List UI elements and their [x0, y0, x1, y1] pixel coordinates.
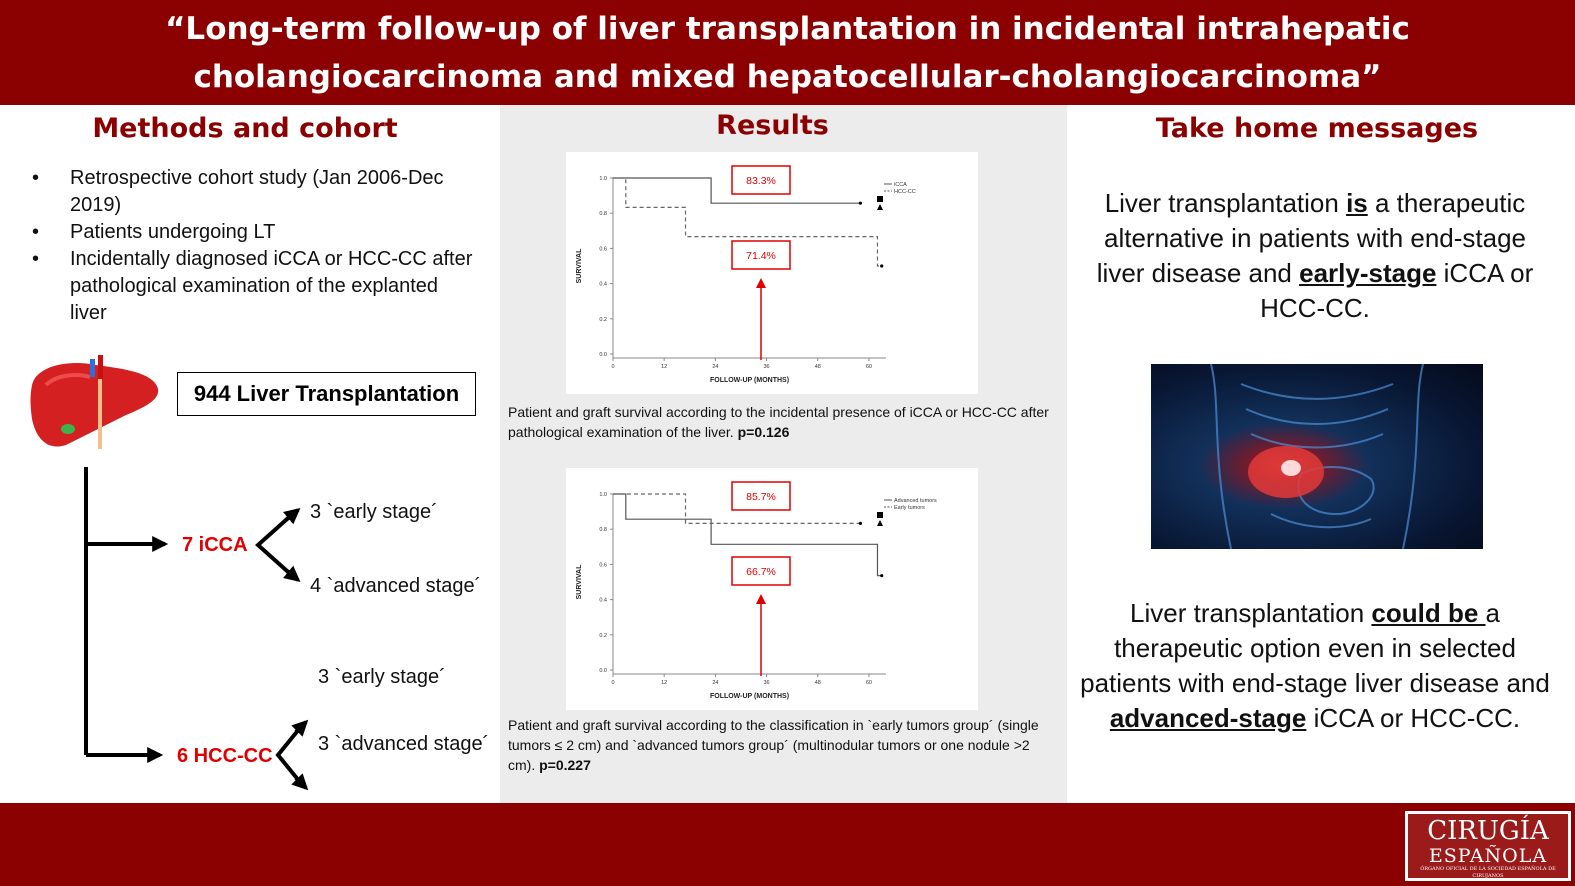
survival-chart-svg	[566, 152, 978, 394]
msg2-emphasis: advanced-stage	[1109, 703, 1307, 733]
p-value-2: p=0.227	[539, 757, 591, 773]
poster-title: “Long-term follow-up of liver transplantation in incidental intrahepatic cholangiocarcinoma and mixed hepatocellular-cholangiocarcinoma”	[165, 10, 1410, 95]
torso-liver-illustration	[1151, 364, 1483, 549]
take-home-message-2	[1080, 596, 1550, 736]
x-tick-label: 0	[611, 364, 615, 370]
journal-logo	[1405, 811, 1571, 881]
legend-entry: HCC-CC	[894, 189, 916, 195]
y-tick-label: 0.6	[599, 246, 607, 253]
icca-label: 7 iCCA	[182, 534, 248, 556]
annotation-label: 66.7%	[746, 566, 776, 578]
list-item: • Incidentally diagnosed iCCA or HCC-CC after pathological examination of the explanted liver	[30, 246, 480, 327]
x-tick-label: 60	[865, 364, 872, 370]
censor-mark	[880, 574, 883, 577]
x-tick-label: 24	[712, 364, 719, 370]
msg2-part: Liver transplantation	[1130, 598, 1372, 628]
lt-count-box: 944 Liver Transplantation	[177, 372, 476, 416]
msg2-emphasis: could be	[1371, 598, 1486, 628]
y-tick-label: 0.0	[599, 668, 607, 674]
msg1-part: a therapeutic alternative in patients with end-stage liver disease and	[1096, 188, 1527, 288]
annotation-label: 83.3%	[746, 175, 776, 187]
end-marker	[877, 204, 883, 210]
hcccc-advanced-label: 3 `advanced stage´	[318, 733, 490, 755]
hcccc-split-arrows	[278, 723, 304, 787]
msg1-part: iCCA or HCC-CC.	[1260, 258, 1534, 323]
x-tick-label: 12	[661, 364, 668, 370]
survival-plot-2	[566, 468, 978, 710]
y-tick-label: 0.8	[599, 211, 607, 218]
p-value-1: p=0.126	[737, 424, 790, 440]
methods-title: Methods and cohort	[92, 113, 398, 144]
end-marker	[877, 196, 883, 202]
x-tick-label: 60	[865, 680, 872, 686]
y-tick-label: 0.6	[599, 562, 607, 569]
msg2-part: a therapeutic option even in selected patients with end-stage liver disease and	[1080, 598, 1550, 698]
x-tick-label: 48	[814, 680, 821, 686]
x-tick-label: 24	[712, 680, 719, 686]
legend-entry: iCCA	[894, 182, 907, 188]
msg1-part: Liver transplantation	[1104, 188, 1347, 218]
liver-icon	[26, 355, 166, 455]
methods-bullet-list	[30, 165, 480, 327]
censor-mark	[859, 522, 862, 525]
survival-plot-1	[566, 152, 978, 394]
x-tick-label: 48	[814, 364, 821, 370]
end-marker	[877, 520, 883, 526]
caption-2	[508, 715, 1060, 775]
y-tick-label: 0.2	[599, 316, 607, 323]
y-tick-label: 0.4	[599, 597, 607, 604]
take-home-title: Take home messages	[1155, 113, 1479, 144]
x-axis-label: FOLLOW-UP (MONTHS)	[709, 693, 790, 700]
legend-entry: Advanced tumors	[894, 498, 937, 504]
y-axis-label: SURVIVAL	[576, 248, 583, 284]
footer-bar	[0, 803, 1575, 886]
x-tick-label: 36	[763, 680, 770, 686]
caption-1	[508, 402, 1060, 442]
logo-line-2: ESPAÑOLA	[1428, 845, 1548, 867]
header-banner	[0, 0, 1575, 105]
annotation-arrowhead	[756, 594, 766, 604]
logo-line-3: ÓRGANO OFICIAL DE LA SOCIEDAD ESPAÑOLA DE CIRUJANOS	[1420, 866, 1556, 879]
legend-entry: Early tumors	[894, 505, 925, 511]
y-axis-label: SURVIVAL	[576, 564, 583, 600]
x-tick-label: 12	[661, 680, 668, 686]
hcccc-label: 6 HCC-CC	[177, 745, 273, 767]
y-tick-label: 0.8	[599, 527, 607, 534]
y-tick-label: 0.2	[599, 632, 607, 639]
list-item: • Patients undergoing LT	[30, 219, 480, 246]
take-home-message-1	[1080, 186, 1550, 326]
x-tick-label: 0	[611, 680, 615, 686]
x-axis-label: FOLLOW-UP (MONTHS)	[709, 377, 790, 384]
results-title: Results	[716, 110, 829, 141]
cohort-flow-diagram	[0, 455, 500, 795]
icca-split-arrows	[258, 511, 296, 579]
y-tick-label: 0.4	[599, 281, 607, 288]
icca-early-label: 3 `early stage´	[310, 501, 438, 523]
list-item: • Retrospective cohort study (Jan 2006-Dec 2019)	[30, 165, 480, 219]
annotation-arrowhead	[756, 278, 766, 288]
annotation-label: 85.7%	[746, 491, 776, 503]
y-tick-label: 1.0	[599, 492, 607, 498]
x-tick-label: 36	[763, 364, 770, 370]
caption-2-text: Patient and graft survival according to the classification in `early tumors group´ (single tumors ≤ 2 cm) and `advanced tumors group´ (multinodular tumors or one nodule >2 cm).	[508, 717, 1039, 773]
y-tick-label: 0.0	[599, 352, 607, 358]
censor-mark	[859, 202, 862, 205]
caption-1-text: Patient and graft survival according to the incidental presence of iCCA or HCC-CC after pathological examination of the liver.	[508, 404, 1049, 440]
msg1-emphasis: early-stage	[1299, 258, 1437, 288]
survival-chart-svg	[566, 468, 978, 710]
censor-mark	[880, 264, 883, 267]
msg1-emphasis: is	[1346, 188, 1368, 218]
y-tick-label: 1.0	[599, 176, 607, 182]
hcccc-early-label: 3 `early stage´	[318, 666, 446, 688]
msg2-part: iCCA or HCC-CC.	[1306, 703, 1521, 733]
methods-column	[0, 105, 500, 803]
logo-line-1: CIRUGÍA	[1427, 816, 1549, 846]
annotation-label: 71.4%	[746, 250, 776, 262]
end-marker	[877, 512, 883, 518]
icca-advanced-label: 4 `advanced stage´	[310, 575, 482, 597]
